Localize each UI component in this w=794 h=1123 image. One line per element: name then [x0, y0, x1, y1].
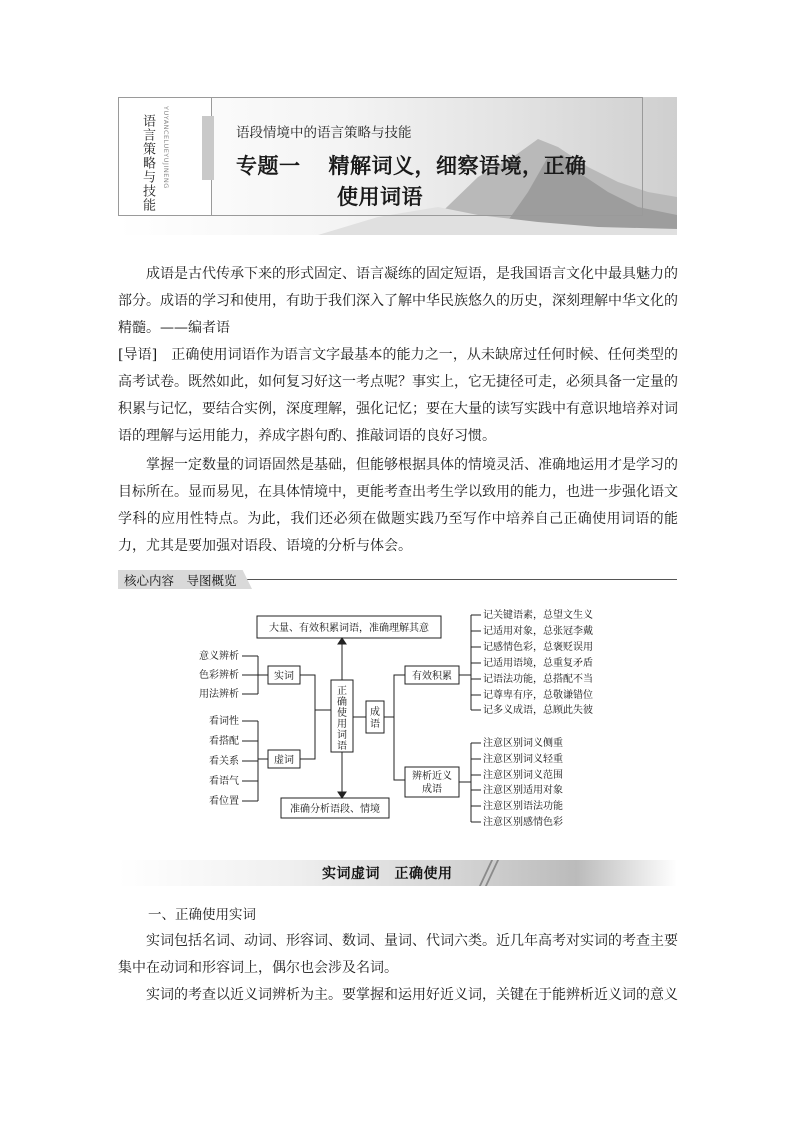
mm-bianxi-line1: 辨析近义 [412, 771, 452, 782]
mm-chengyu-char: 语 [370, 719, 380, 730]
mm-xuci-item: 看关系 [209, 756, 239, 767]
mm-xuci-item: 看语气 [209, 776, 239, 787]
mm-bianxi-item: 注意区别感情色彩 [483, 817, 563, 828]
mm-youxiao-item: 记适用语境，总重复矛盾 [483, 658, 593, 669]
mm-youxiao-label: 有效积累 [412, 671, 452, 682]
mm-center-char: 语 [337, 741, 347, 752]
mm-youxiao-item: 记语法功能，总搭配不当 [483, 674, 593, 685]
body-paragraph-2: 实词的考查以近义词辨析为主。要掌握和运用好近义词，关键在于能辨析近义词的意义 [146, 987, 678, 1003]
intro-paragraph-2: [导语] 正确使用词语作为语言文字最基本的能力之一，从未缺席过任何时候、任何类型的高考试卷。既然如此，如何复习好这一考点呢？事实上，它无捷径可走，必须具备一定量的积累与记忆，要结合实例，深度理解，强化记忆；要在大量的读写实践中有意识地培养对词语的理解与运用能力，养成字斟句酌、推敲词语的良好习惯。 [118, 347, 678, 444]
mm-youxiao-item: 记感情色彩，总褒贬误用 [483, 642, 593, 653]
mm-chengyu-char: 成 [370, 707, 380, 718]
mm-youxiao-item: 记多义成语，总顾此失彼 [483, 705, 593, 716]
mm-bianxi-item: 注意区别语法功能 [483, 801, 563, 812]
mm-bianxi-item: 注意区别词义轻重 [483, 754, 563, 765]
mm-center-char: 用 [337, 719, 347, 730]
mm-youxiao-item: 记关键语素，总望文生义 [483, 610, 593, 621]
mind-map [180, 600, 620, 830]
mm-center-char: 使 [337, 708, 347, 719]
page-title-line2: 使用词语 [337, 185, 423, 209]
mm-shici-item: 用法辨析 [199, 689, 239, 700]
section-ribbon-label: 核心内容 导图概览 [124, 573, 237, 588]
mm-top-text: 大量、有效积累词语，准确理解其意 [269, 623, 429, 634]
mm-center-char: 正 [337, 686, 347, 697]
mm-youxiao-item: 记尊卑有序，总敬谦错位 [483, 690, 593, 701]
mm-xuci-item: 看位置 [209, 796, 239, 807]
page-subtitle: 语段情境中的语言策略与技能 [236, 125, 412, 141]
mm-shici-item: 色彩辨析 [199, 670, 239, 681]
mm-bianxi-item: 注意区别适用对象 [483, 785, 563, 796]
mm-shici-label: 实词 [274, 671, 294, 682]
vertical-title: 语言策略与技能 [140, 114, 155, 212]
body-paragraph-1: 实词包括名词、动词、形容词、数词、量词、代词六类。近几年高考对实词的考查主要集中在动词和形容词上，偶尔也会涉及名词。 [118, 933, 678, 976]
mm-shici-item: 意义辨析 [199, 651, 239, 662]
title-part1: 专题一 [236, 154, 301, 178]
mm-center-char: 词 [337, 730, 347, 741]
mm-xuci-item: 看搭配 [209, 736, 239, 747]
mm-xuci-item: 看词性 [209, 716, 239, 727]
mm-youxiao-item: 记适用对象，总张冠李戴 [483, 626, 593, 637]
intro-paragraph-1: 成语是古代传承下来的形式固定、语言凝练的固定短语，是我国语言文化中最具魅力的部分。成语的学习和使用，有助于我们深入了解中华民族悠久的历史，深刻理解中华文化的精髓。——编者语 [118, 266, 678, 336]
mm-bottom-text: 准确分析语段、情境 [290, 804, 380, 815]
intro-paragraph-3: 掌握一定数量的词语固然是基础，但能够根据具体的情境灵活、准确地运用才是学习的目标所在。显而易见，在具体情境中，更能考查出考生学以致用的能力，也进一步强化语文学科的应用性特点。为此，我们还必须在做题实践乃至写作中培养自己正确使用词语的能力，尤其是要加强对语段、语境的分析与体会。 [118, 457, 678, 554]
mm-xuci-label: 虚词 [274, 755, 294, 766]
section2-title: 实词虚词 正确使用 [322, 866, 453, 882]
mm-bianxi-line2: 成语 [422, 784, 442, 795]
title-part2: 精解词义，细察语境，正确 [328, 154, 587, 178]
page-title [236, 150, 587, 180]
mm-bianxi-item: 注意区别词义侧重 [483, 738, 563, 749]
mm-bianxi-item: 注意区别词义范围 [483, 770, 563, 781]
mm-center-char: 确 [337, 697, 347, 708]
vertical-pinyin: YUYANCELUEYUJINENG [162, 106, 170, 189]
section-heading: 一、正确使用实词 [148, 907, 256, 923]
